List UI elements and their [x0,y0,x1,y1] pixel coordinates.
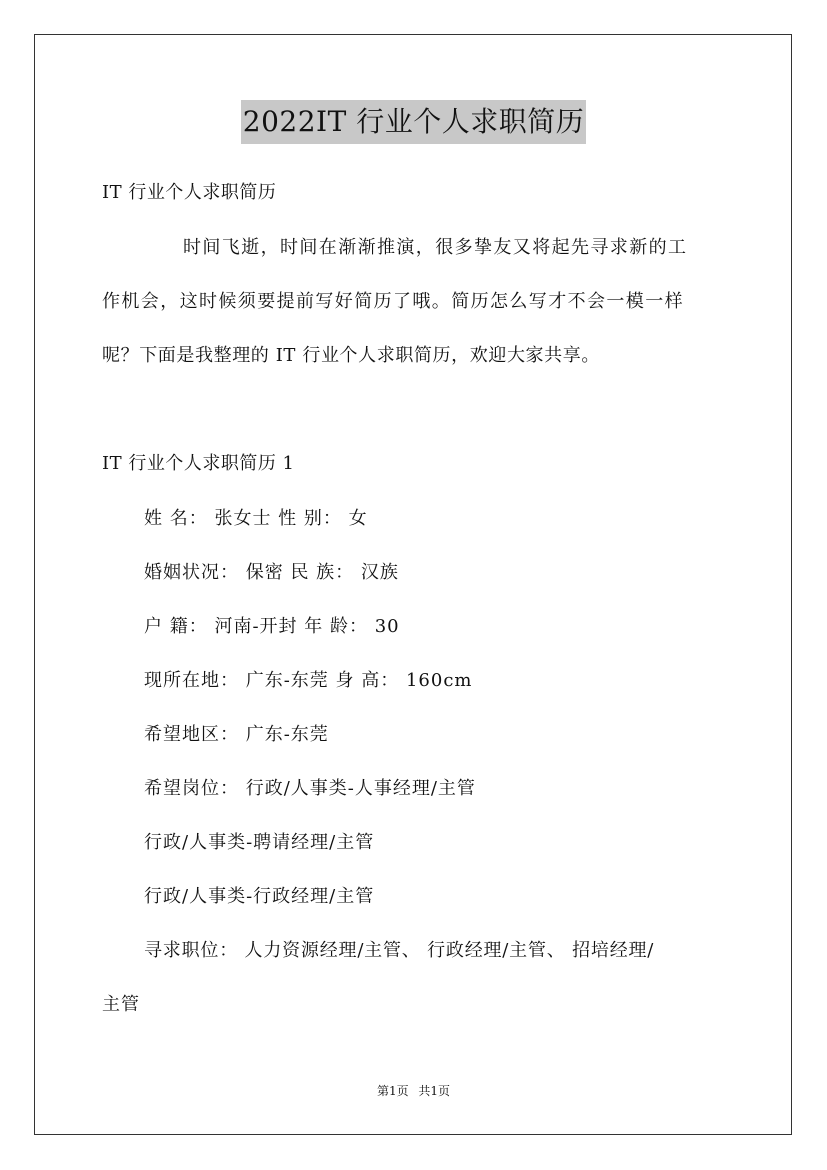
document-title: 2022IT 行业个人求职简历 [241,100,586,144]
resume-line-job-seeking: 寻求职位： 人力资源经理/主管、 行政经理/主管、 招培经理/ [144,940,655,961]
section-heading: IT 行业个人求职简历 1 [102,453,295,474]
resume-line-admin-manager: 行政/人事类-行政经理/主管 [144,886,375,907]
resume-line-marital-ethnicity: 婚姻状况： 保密 民 族： 汉族 [144,562,399,583]
page-number: 第1页 [376,1084,409,1098]
resume-line-recruiting-manager: 行政/人事类-聘请经理/主管 [144,832,375,853]
intro-line-2: 作机会，这时候须要提前写好简历了哦。简历怎么写才不会一模一样 [102,291,684,312]
resume-line-desired-position: 希望岗位： 行政/人事类-人事经理/主管 [144,778,476,799]
document-subtitle: IT 行业个人求职简历 [102,182,277,203]
intro-line-3: 呢？下面是我整理的 IT 行业个人求职简历，欢迎大家共享。 [102,345,600,366]
resume-line-hometown-age: 户 籍： 河南-开封 年 龄： 30 [144,616,400,637]
intro-line-1: 时间飞逝，时间在渐渐推演，很多挚友又将起先寻求新的工 [183,237,688,258]
resume-line-location-height: 现所在地： 广东-东莞 身 高： 160cm [144,670,473,691]
page-total: 共1页 [418,1084,451,1098]
page-footer [0,1083,827,1099]
resume-line-desired-region: 希望地区： 广东-东莞 [144,724,329,745]
resume-line-name-gender: 姓 名： 张女士 性 别： 女 [144,508,368,529]
title-container [0,100,827,144]
resume-line-job-seeking-cont: 主管 [102,994,140,1015]
